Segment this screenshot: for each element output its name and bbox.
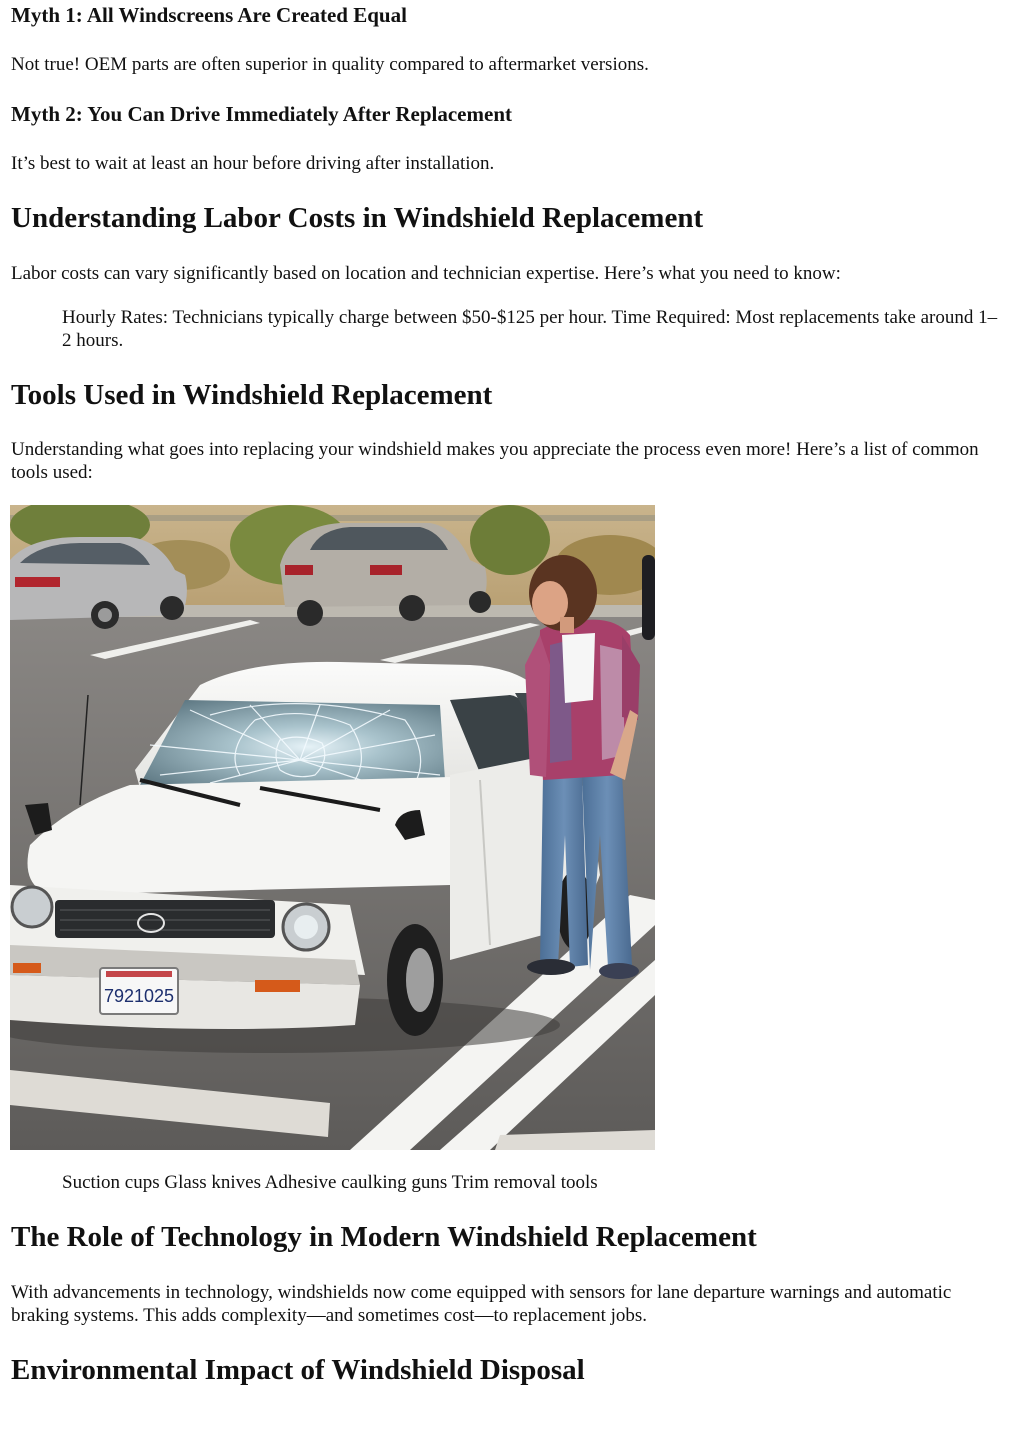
sneaker: [599, 963, 639, 979]
technology-heading: The Role of Technology in Modern Windshield Replacement: [11, 1221, 757, 1253]
background-car-left: [10, 537, 187, 629]
myth-1-text: Not true! OEM parts are often superior in quality compared to aftermarket versions.: [11, 54, 649, 75]
license-plate-number: 7921025: [103, 986, 175, 1006]
tools-list: Suction cups Glass knives Adhesive caulking guns Trim removal tools: [62, 1172, 598, 1193]
labor-costs-heading: Understanding Labor Costs in Windshield Replacement: [11, 202, 704, 234]
labor-costs-intro: Labor costs can vary significantly based on location and technician expertise. Here’s what you need to know:: [11, 263, 841, 284]
myth-1-heading: Myth 1: All Windscreens Are Created Equal: [11, 3, 407, 27]
myth-2-heading: Myth 2: You Can Drive Immediately After Replacement: [11, 102, 512, 126]
cracked-windshield-photo: [10, 505, 655, 1150]
turn-signal: [13, 963, 41, 973]
labor-costs-details: Hourly Rates: Technicians typically charge between $50-$125 per hour. Time Required: Most replacements take around 1–2 hours.: [62, 307, 998, 351]
background-car-right: [642, 555, 655, 640]
white-undershirt: [562, 633, 595, 703]
sneaker: [527, 959, 575, 975]
tools-heading: Tools Used in Windshield Replacement: [11, 379, 493, 411]
front-grille: [55, 900, 275, 938]
headlight: [12, 887, 52, 927]
technology-text: With advancements in technology, windshields now come equipped with sensors for lane departure warnings and automatic braking systems. This adds complexity—and sometimes cost—to replacement jobs.: [11, 1282, 952, 1326]
myth-2-text: It’s best to wait at least an hour before driving after installation.: [11, 153, 495, 174]
environmental-heading: Environmental Impact of Windshield Disposal: [11, 1354, 585, 1386]
tools-intro: Understanding what goes into replacing your windshield makes you appreciate the process even more! Here’s a list of common tools used:: [11, 439, 979, 483]
bush: [470, 505, 550, 575]
turn-signal: [255, 980, 300, 992]
